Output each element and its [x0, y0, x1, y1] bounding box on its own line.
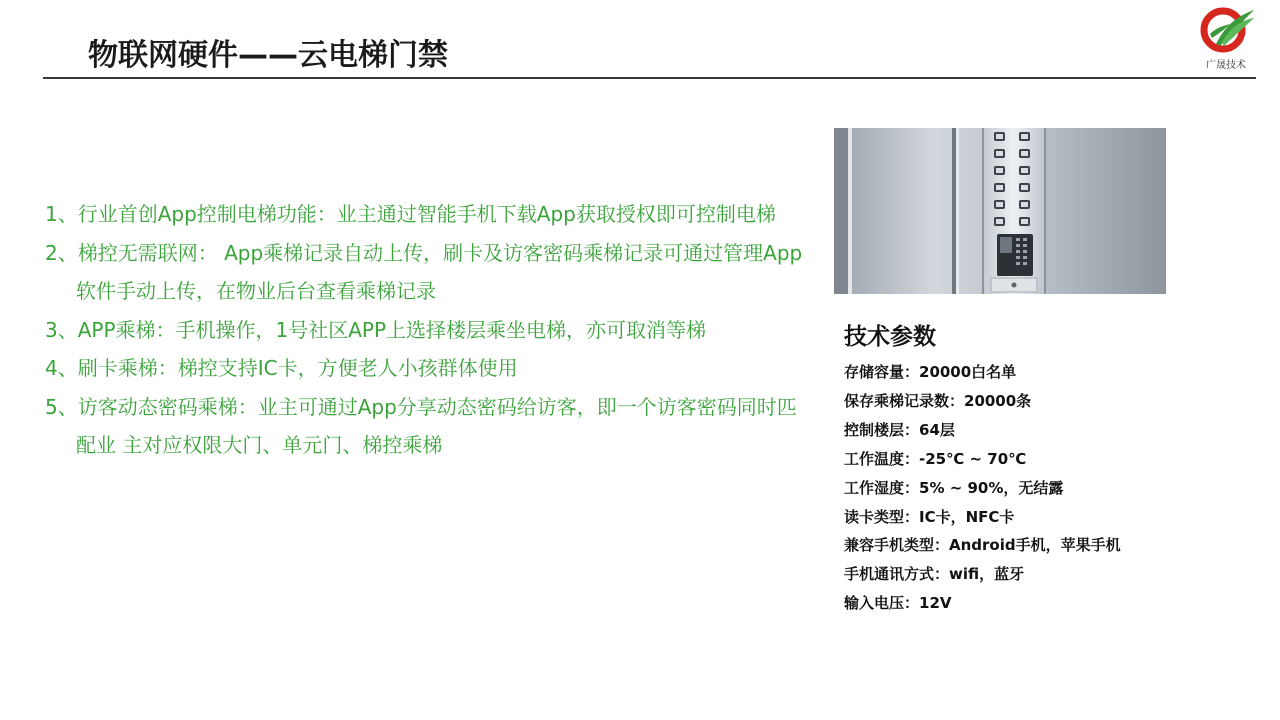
- spec-title: 技术参数: [844, 324, 936, 350]
- spec-item: 存储容量：20000白名单: [844, 363, 1017, 381]
- spec-item: 控制楼层：64层: [844, 420, 955, 439]
- spec-panel: [844, 320, 1264, 618]
- spec-item: 读卡类型：IC卡，NFC卡: [844, 507, 1015, 526]
- elevator-panel-photo: [834, 128, 1166, 294]
- spec-item: 输入电压：12V: [844, 594, 952, 613]
- feature-item: 4、刷卡乘梯：梯控支持IC卡，方便老人小孩群体使用: [45, 356, 518, 380]
- feature-item: 2、梯控无需联网： App乘梯记录自动上传，刷卡及访客密码乘梯记录可通过管理App软件手动上传，在物业后台查看乘梯记录: [45, 240, 803, 303]
- spec-item: 保存乘梯记录数：20000条: [844, 391, 1032, 410]
- spec-item: 手机通讯方式：wifi，蓝牙: [844, 565, 1025, 584]
- title-divider: [43, 77, 1256, 79]
- logo-text: 广晟技术: [1206, 60, 1246, 71]
- feature-item: 3、APP乘梯：手机操作，1号社区APP上选择楼层乘坐电梯，亦可取消等梯: [45, 317, 707, 342]
- slide-title: 物联网硬件——云电梯门禁: [88, 38, 448, 73]
- feature-list: [45, 195, 805, 465]
- spec-item: 工作温度：-25℃ ~ 70℃: [844, 449, 1027, 468]
- feature-item: 1、行业首创App控制电梯功能：业主通过智能手机下载App获取授权即可控制电梯: [45, 202, 776, 226]
- spec-item: 兼容手机类型：Android手机，苹果手机: [844, 536, 1121, 555]
- spec-item: 工作湿度：5% ~ 90%，无结露: [844, 478, 1064, 497]
- feature-item: 5、访客动态密码乘梯：业主可通过App分享动态密码给访客，即一个访客密码同时匹配业 主对应权限大门、单元门、梯控乘梯: [45, 394, 797, 457]
